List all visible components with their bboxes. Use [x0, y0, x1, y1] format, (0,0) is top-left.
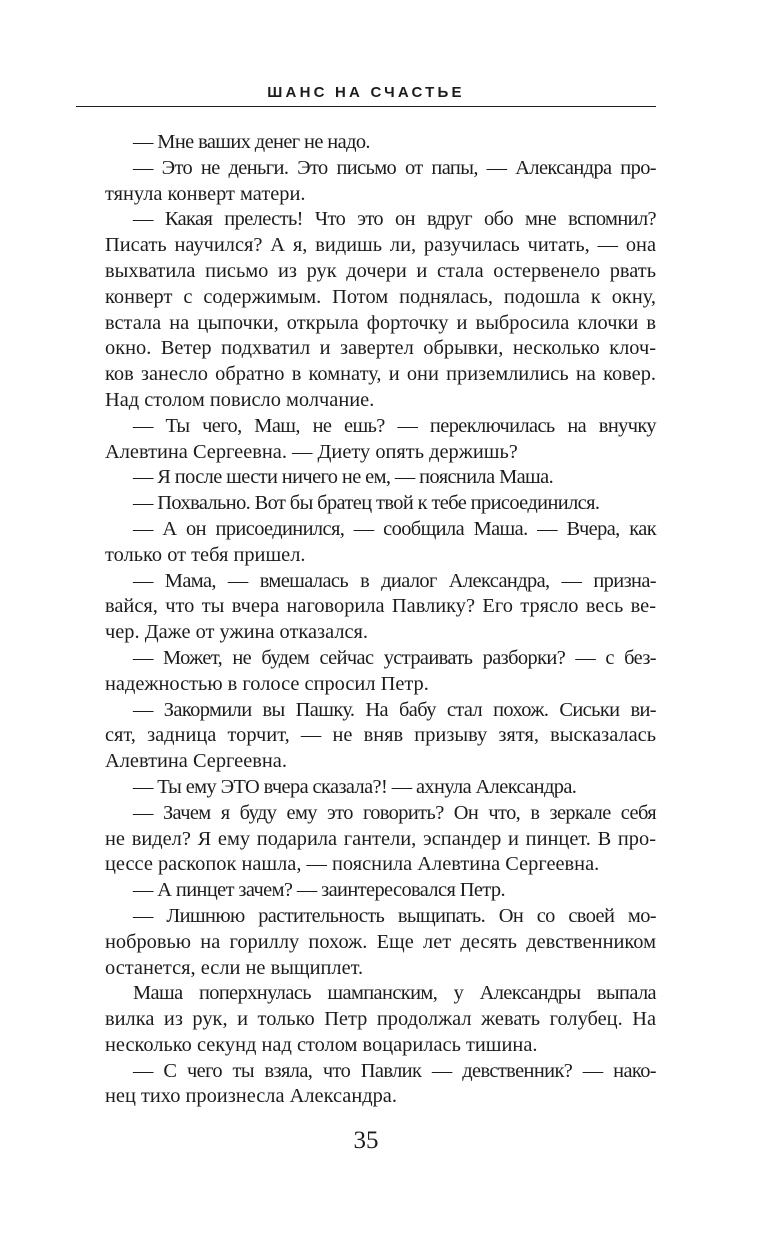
text-line: несколько секунд над столом воцарилась тишина.: [105, 1033, 538, 1056]
text-line: чер. Даже от ужина отказался.: [105, 621, 369, 644]
text-line: нобровью на гориллу похож. Еще лет десять девственником: [105, 930, 656, 953]
text-line: конверт с содержимым. Потом поднялась, подошла к окну,: [105, 285, 656, 308]
text-line: — Ты чего, Маш, не ешь? — переключилась на внучку: [133, 414, 656, 437]
paragraph: [77, 569, 656, 646]
paragraph: [77, 698, 656, 775]
text-line: тянула конверт матери.: [105, 182, 306, 205]
text-line: — Это не деньги. Это письмо от папы, — Александра про-: [133, 156, 656, 179]
text-line: Над столом повисло молчание.: [105, 388, 375, 411]
paragraph: [77, 801, 656, 878]
paragraph: [77, 130, 656, 156]
text-line: выхватила письмо из рук дочери и стала остервенело рвать: [105, 259, 656, 282]
paragraph: [77, 491, 656, 517]
text-line: не видел? Я ему подарила гантели, эспандер и пинцет. В про-: [105, 827, 656, 850]
paragraph: [77, 1059, 656, 1111]
text-line: — С чего ты взяла, что Павлик — девственник? — нако-: [133, 1059, 656, 1082]
text-line: надежностью в голосе спросил Петр.: [105, 672, 429, 695]
text-line: Алевтина Сергеевна.: [105, 750, 287, 773]
page-number: 35: [353, 1127, 379, 1154]
text-line: — Я после шести ничего не ем, — пояснила Маша.: [133, 466, 554, 489]
paragraph: [77, 207, 656, 413]
text-line: Алевтина Сергеевна. — Диету опять держишь?: [105, 440, 518, 463]
text-line: — Закормили вы Пашку. На бабу стал похож. Сиськи ви-: [133, 698, 656, 721]
running-head-title: ШАНС НА СЧАСТЬЕ: [267, 84, 465, 101]
text-line: Писать научился? А я, видишь ли, разучилась читать, — она: [105, 234, 656, 257]
text-line: — Мне ваших денег не надо.: [133, 131, 370, 153]
text-line: встала на цыпочки, открыла форточку и выбросила клочки в: [105, 311, 656, 334]
text-line: вилка из рук, и только Петр продолжал жевать голубец. На: [105, 1008, 656, 1031]
page-body-text: [77, 130, 656, 1110]
paragraph: [77, 465, 656, 491]
text-line: — Мама, — вмешалась в диалог Александра, — призна-: [133, 569, 656, 592]
text-line: — Зачем я буду ему это говорить? Он что, в зеркале себя: [133, 801, 656, 824]
text-line: сят, задница торчит, — не вняв призыву зятя, высказалась: [105, 724, 656, 747]
text-line: — А пинцет зачем? — заинтересовался Петр.: [133, 879, 505, 902]
paragraph: [77, 904, 656, 981]
paragraph: [77, 517, 656, 569]
text-line: вайся, что ты вчера наговорила Павлику? Его трясло весь ве-: [105, 595, 656, 618]
text-line: нец тихо произнесла Александра.: [105, 1085, 397, 1108]
text-line: — Похвально. Вот бы братец твой к тебе присоединился.: [133, 492, 600, 515]
header-rule: [76, 106, 656, 107]
text-line: только от тебя пришел.: [105, 543, 306, 566]
text-line: окно. Ветер подхватил и завертел обрывки, несколько клоч-: [105, 337, 656, 360]
text-line: ков занесло обратно в комнату, и они приземлились на ковер.: [105, 363, 656, 386]
text-line: — Лишнюю растительность выщипать. Он со своей мо-: [133, 904, 656, 927]
paragraph: [77, 775, 656, 801]
text-line: — Может, не будем сейчас устраивать разборки? — с без-: [133, 646, 656, 669]
text-line: останется, если не выщиплет.: [105, 956, 364, 979]
text-line: цессе раскопок нашла, — пояснила Алевтина Сергеевна.: [105, 853, 600, 876]
text-line: — А он присоединился, — сообщила Маша. — Вчера, как: [133, 517, 656, 540]
text-line: — Ты ему ЭТО вчера сказала?! — ахнула Александра.: [133, 775, 577, 798]
paragraph: [77, 156, 656, 208]
paragraph: [77, 414, 656, 466]
text-line: — Какая прелесть! Что это он вдруг обо мне вспомнил?: [133, 208, 656, 231]
paragraph: [77, 981, 656, 1058]
text-line: Маша поперхнулась шампанским, у Александры выпала: [133, 982, 656, 1005]
paragraph: [77, 646, 656, 698]
paragraph: [77, 878, 656, 904]
